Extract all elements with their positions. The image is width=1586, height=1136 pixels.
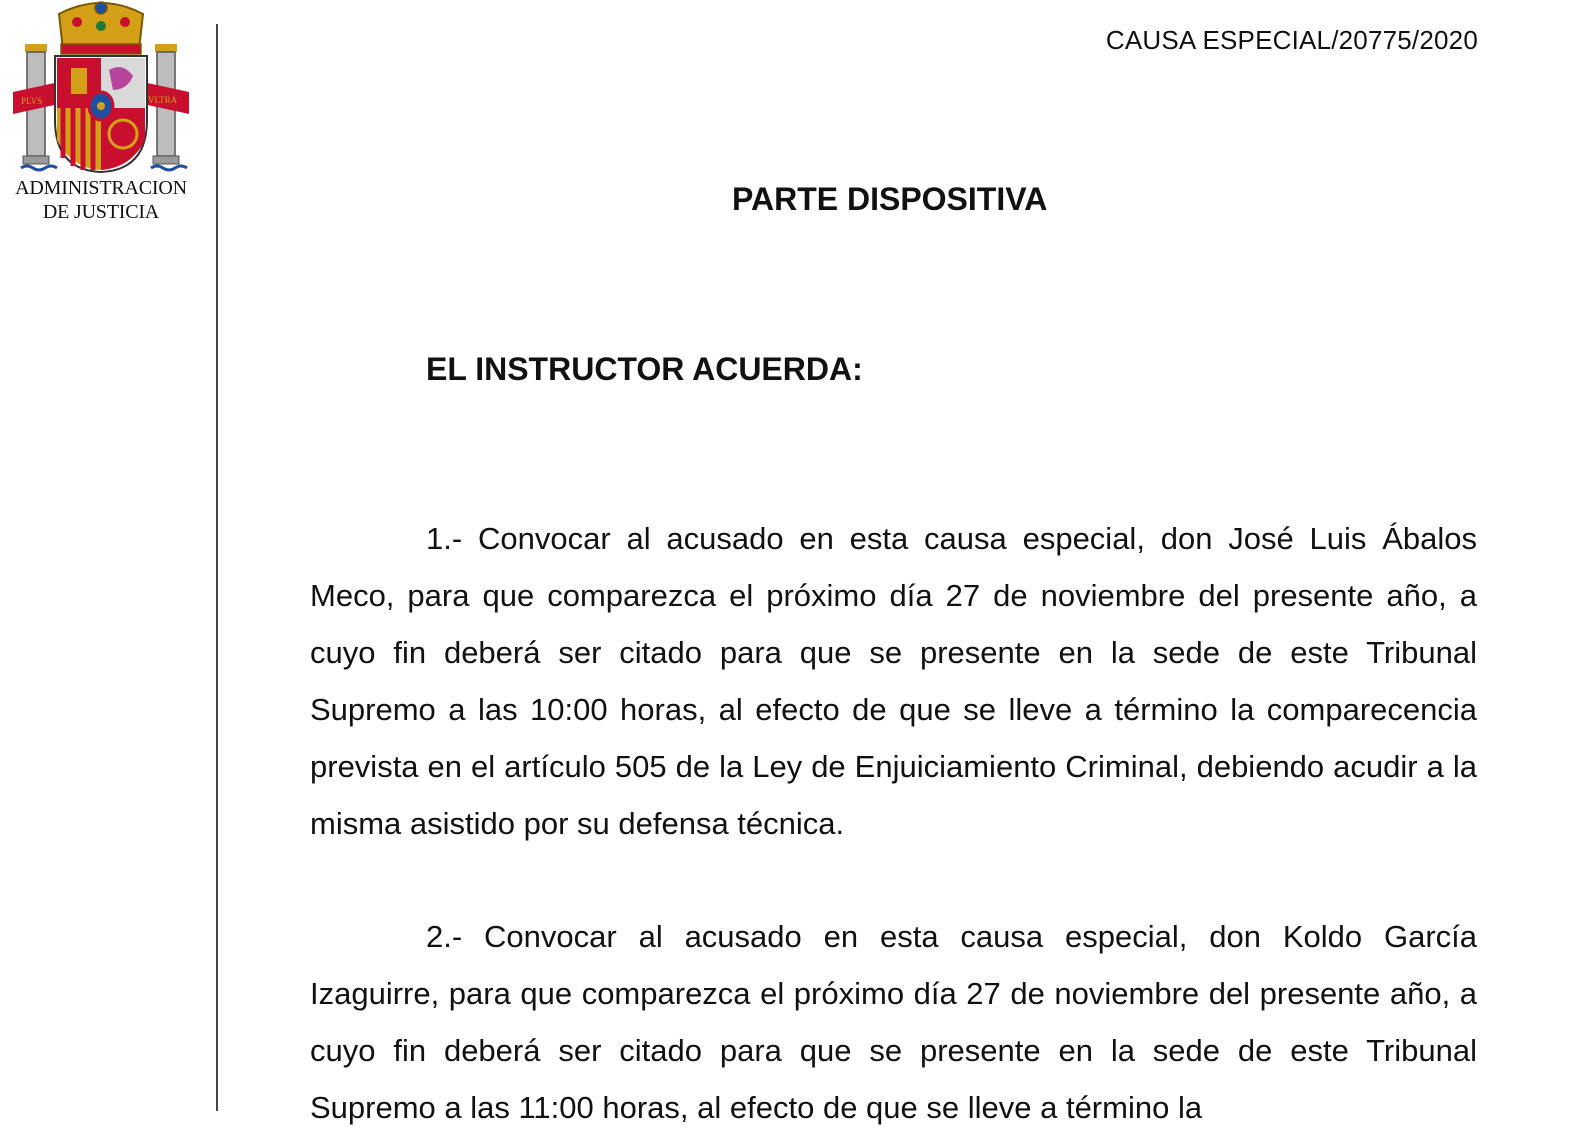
spain-coat-of-arms-emblem <box>11 0 191 176</box>
institution-line-1: ADMINISTRACION <box>15 177 187 199</box>
svg-text:PLVS: PLVS <box>21 96 43 106</box>
pillar-left-icon <box>13 44 59 170</box>
document-subheading: EL INSTRUCTOR ACUERDA: <box>426 351 863 387</box>
shield-icon <box>55 56 147 172</box>
case-reference: CAUSA ESPECIAL/20775/2020 <box>1105 25 1478 55</box>
institution-line-2: DE JUSTICIA <box>42 201 160 223</box>
pillar-right-icon <box>143 44 189 170</box>
paragraph-2: 2.- Convocar al acusado en esta causa especial, don Koldo García Izaguirre, para que comparezca el próximo día 27 de noviembre del presente año, a cuyo fin deberá ser citado para que se presente en la sede de este Tribunal Supremo a las 11:00 horas, al efecto de que se lleve a término la <box>310 919 1477 1125</box>
svg-text:VLTRA: VLTRA <box>148 95 178 105</box>
logo-block <box>8 0 194 224</box>
document-title: PARTE DISPOSITIVA <box>732 181 1048 217</box>
crown-icon <box>59 2 143 54</box>
paragraph-1: 1.- Convocar al acusado en esta causa especial, don José Luis Ábalos Meco, para que comparezca el próximo día 27 de noviembre del presente año, a cuyo fin deberá ser citado para que se presente en la sede de este Tribunal Supremo a las 10:00 horas, al efecto de que se lleve a término la comparecencia prevista en el artículo 505 de la Ley de Enjuiciamiento Criminal, debiendo acudir a la misma asistido por su defensa técnica. <box>310 521 1477 841</box>
margin-rule <box>216 24 218 1111</box>
